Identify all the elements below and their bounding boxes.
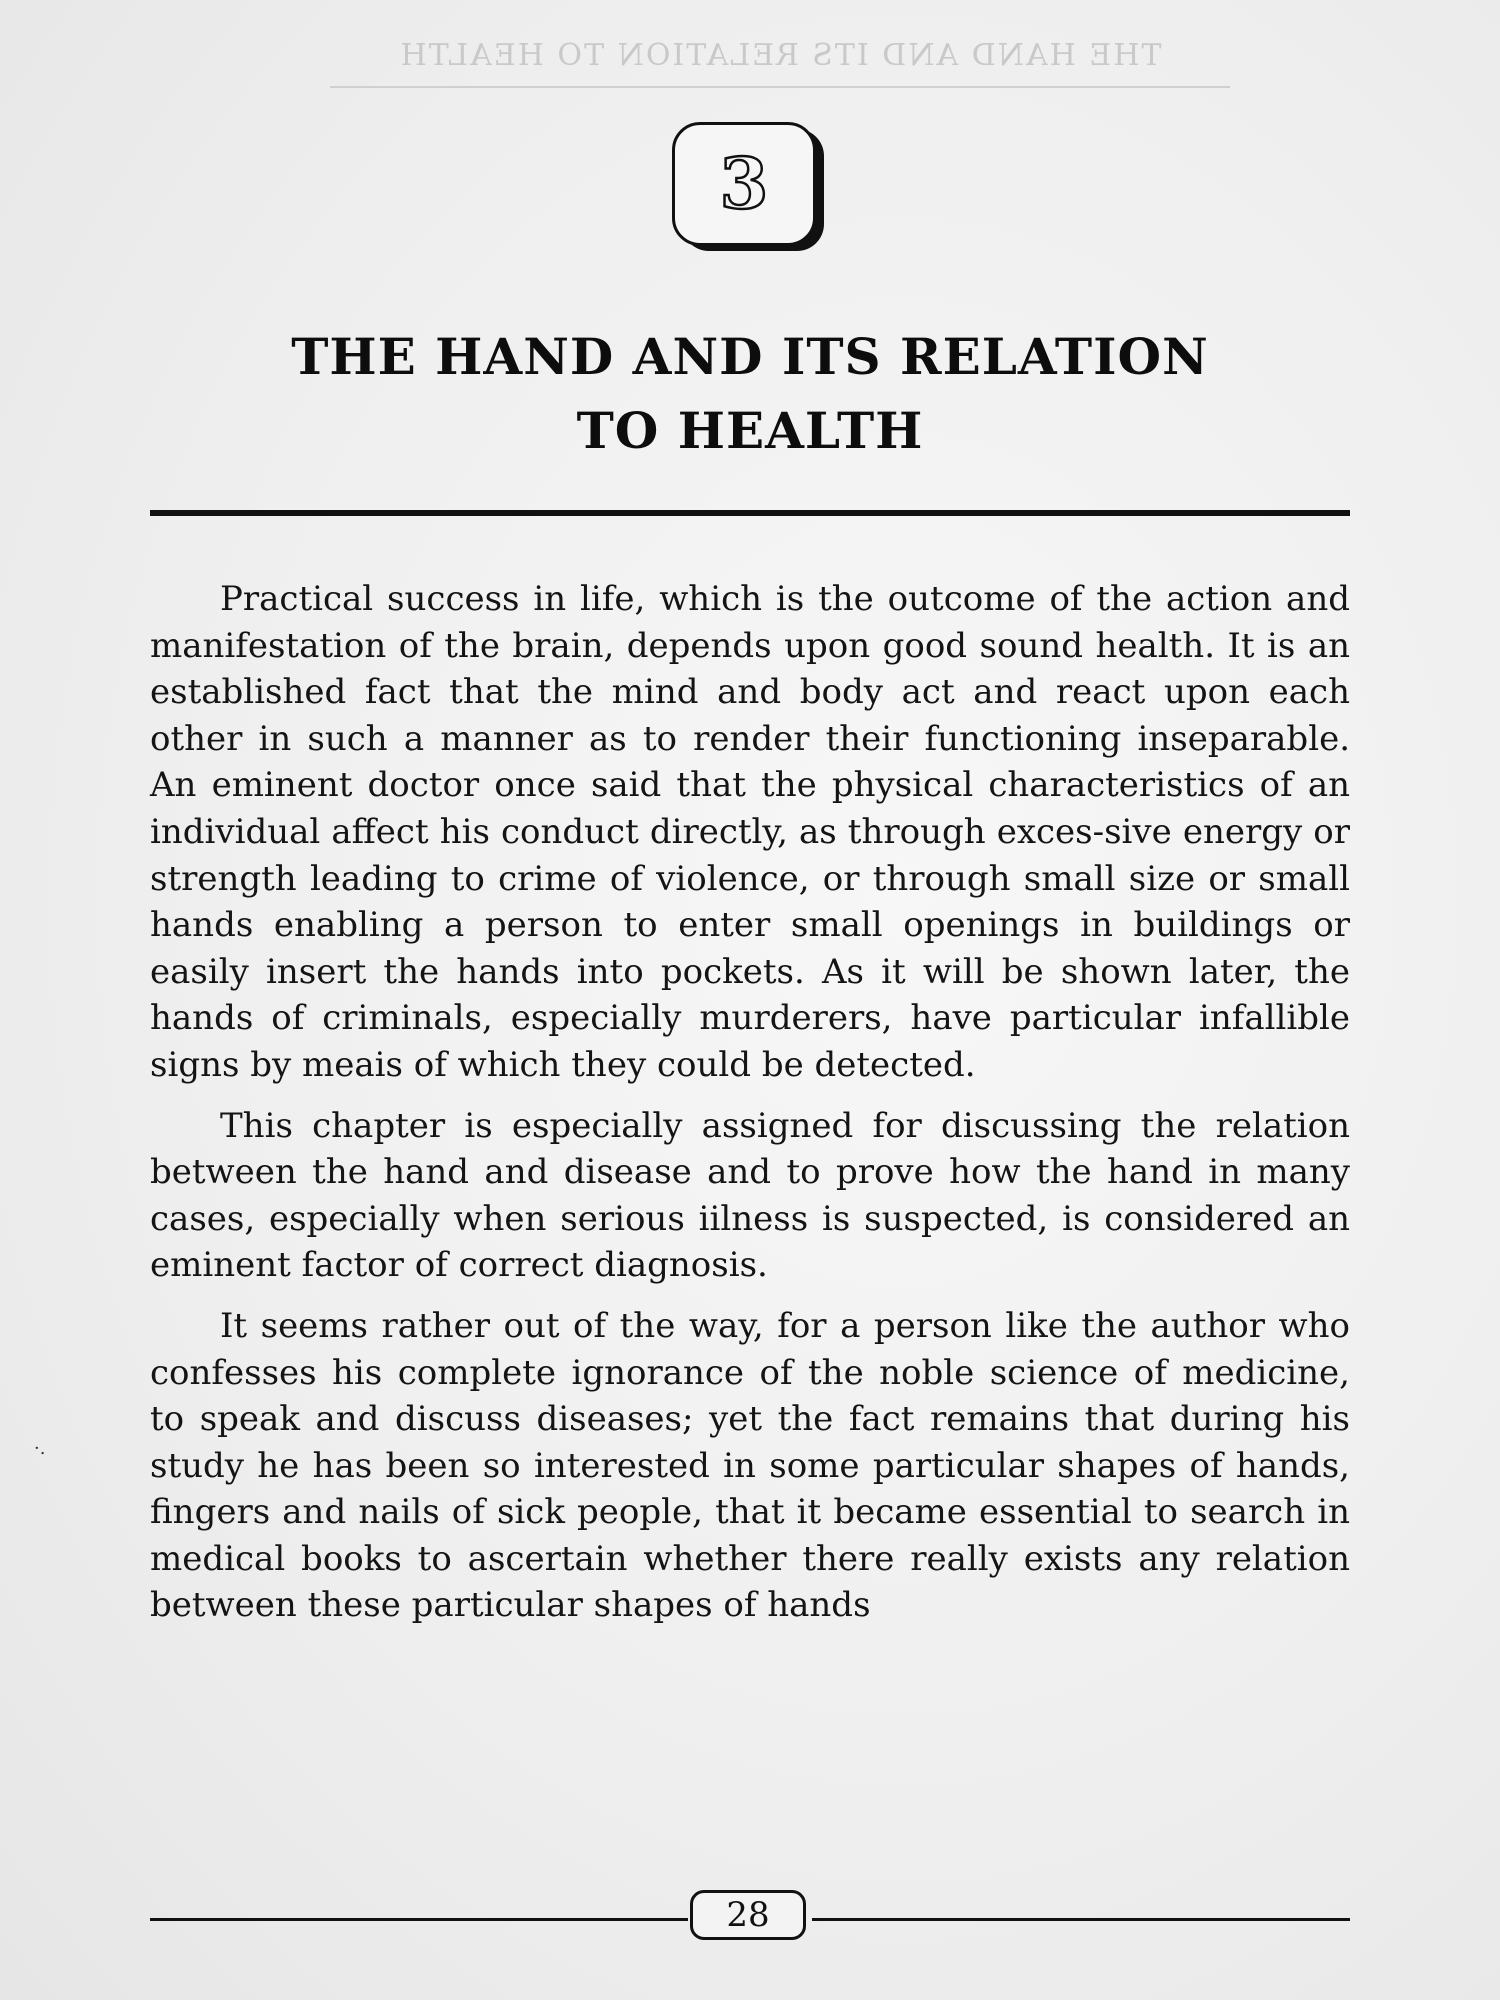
footer-rule-left (150, 1918, 688, 1921)
bleed-through-header-rule (330, 86, 1230, 88)
chapter-number-badge (672, 122, 822, 250)
bleed-through-running-header: THE HAND AND ITS RELATION TO HEALTH (398, 38, 1162, 73)
chapter-body (150, 576, 1350, 1643)
chapter-title-line-2: TO HEALTH (576, 401, 924, 460)
chapter-number: 3 (719, 142, 769, 225)
paragraph-1: Practical success in life, which is the outcome of the action and manifestation of the brain, depends upon good sound health. It is an established fact that the mind and body act and react upon each other in such a manner as to render their functioning inseparable. An eminent doctor once said that the physical characteristics of an individual affect his conduct directly, as through exces-sive energy or strength leading to crime of violence, or through small size or small hands enabling a person to enter small openings in buildings or easily insert the hands into pockets. As it will be shown later, the hands of criminals, especially murderers, have particular infallible signs by meais of which they could be detected. (150, 579, 1350, 1085)
chapter-title (150, 320, 1350, 468)
paragraph-2: This chapter is especially assigned for discussing the relation between the hand and disease and to prove how the hand in many cases, especially when serious iilness is suspected, is considered an eminent factor of correct diagnosis. (150, 1105, 1350, 1286)
footer-rule-right (812, 1918, 1350, 1921)
chapter-title-line-1: THE HAND AND ITS RELATION (291, 327, 1209, 386)
paragraph-3: It seems rather out of the way, for a person like the author who confesses his complete ignorance of the noble science of medicine, to speak and discuss diseases; yet the fact remains that during his study he has been so interested in some particular shapes of hands, fingers and nails of sick people, that it became essential to search in medical books to ascertain whether there really exists any relation between these particular shapes of hands (150, 1305, 1350, 1626)
page-number: 28 (690, 1890, 806, 1940)
title-divider (150, 510, 1350, 516)
margin-speck: ·. (34, 1438, 46, 1459)
page-footer (150, 1888, 1350, 1948)
